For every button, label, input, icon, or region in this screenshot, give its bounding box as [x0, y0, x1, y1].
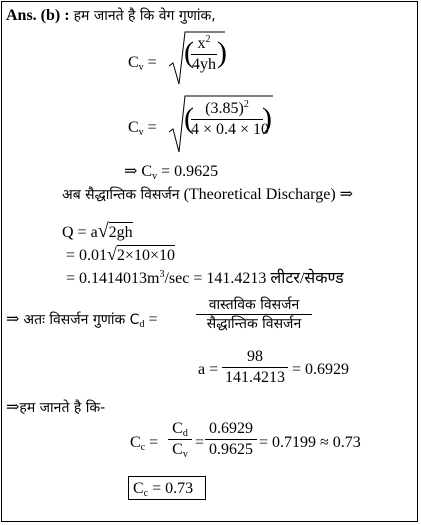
a-label: a = — [198, 361, 219, 378]
intro-line — [6, 8, 216, 24]
paren-left-2: ( — [184, 102, 194, 135]
paren-right-1: ) — [217, 36, 227, 69]
cd-den: सैद्धान्तिक विसर्जन — [206, 316, 302, 332]
cv-eq2-lhs: $C_v$ = — [128, 119, 157, 138]
answer-label: Ans. (b) : — [6, 7, 70, 24]
q-substitution: = 0.01√2×10×10 — [66, 244, 175, 264]
a-fraction: 98 141.4213 — [222, 349, 288, 386]
cd-num: वास्तविक विसर्जन — [208, 297, 300, 313]
theoretical-line: अब सैद्धान्तिक विसर्जन (Theoretical Discharge) ⇒ — [62, 186, 354, 203]
eq2-num: $(3.85)^2$ — [205, 99, 249, 117]
eq1-den: 4yh — [192, 56, 216, 73]
q-equation: Q = a√2gh — [62, 220, 133, 242]
hum-line: ⇒हम जानते है कि- — [6, 399, 106, 416]
paren-left-1: ( — [184, 36, 194, 69]
cc-fraction-1: $C_d$ $C_v$ — [168, 421, 192, 458]
eq2-fraction — [191, 99, 270, 138]
cc-fraction-2: 0.6929 0.9625 — [205, 421, 257, 458]
eq2-den: 4 × 0.4 × 10 — [191, 121, 270, 138]
eq1-num: $x^2$ — [197, 34, 211, 52]
paren-right-2: ) — [262, 102, 272, 135]
q-result: = $0.1414013m^3/\sec = 141.4213$ लीटर/सेकण्ड — [66, 269, 344, 287]
final-answer: $C_c = 0.73$ — [133, 480, 194, 499]
a-result: = 0.6929 — [292, 361, 350, 378]
cd-fraction — [196, 298, 312, 331]
cv-result-line: ⇒ $C_v = 0.9625$ — [124, 163, 219, 182]
eq1-fraction — [191, 36, 217, 73]
cv-eq1-lhs: $C_v$ = — [128, 54, 157, 73]
cc-lhs: $C_c$ = — [130, 434, 159, 453]
cc-result: = 0.7199 ≈ 0.73 — [259, 434, 361, 451]
intro-text: हम जानते है कि वेग गुणांक, — [73, 8, 216, 24]
cd-line: ⇒ अतः विसर्जन गुणांक $C_d$ = — [6, 311, 158, 330]
